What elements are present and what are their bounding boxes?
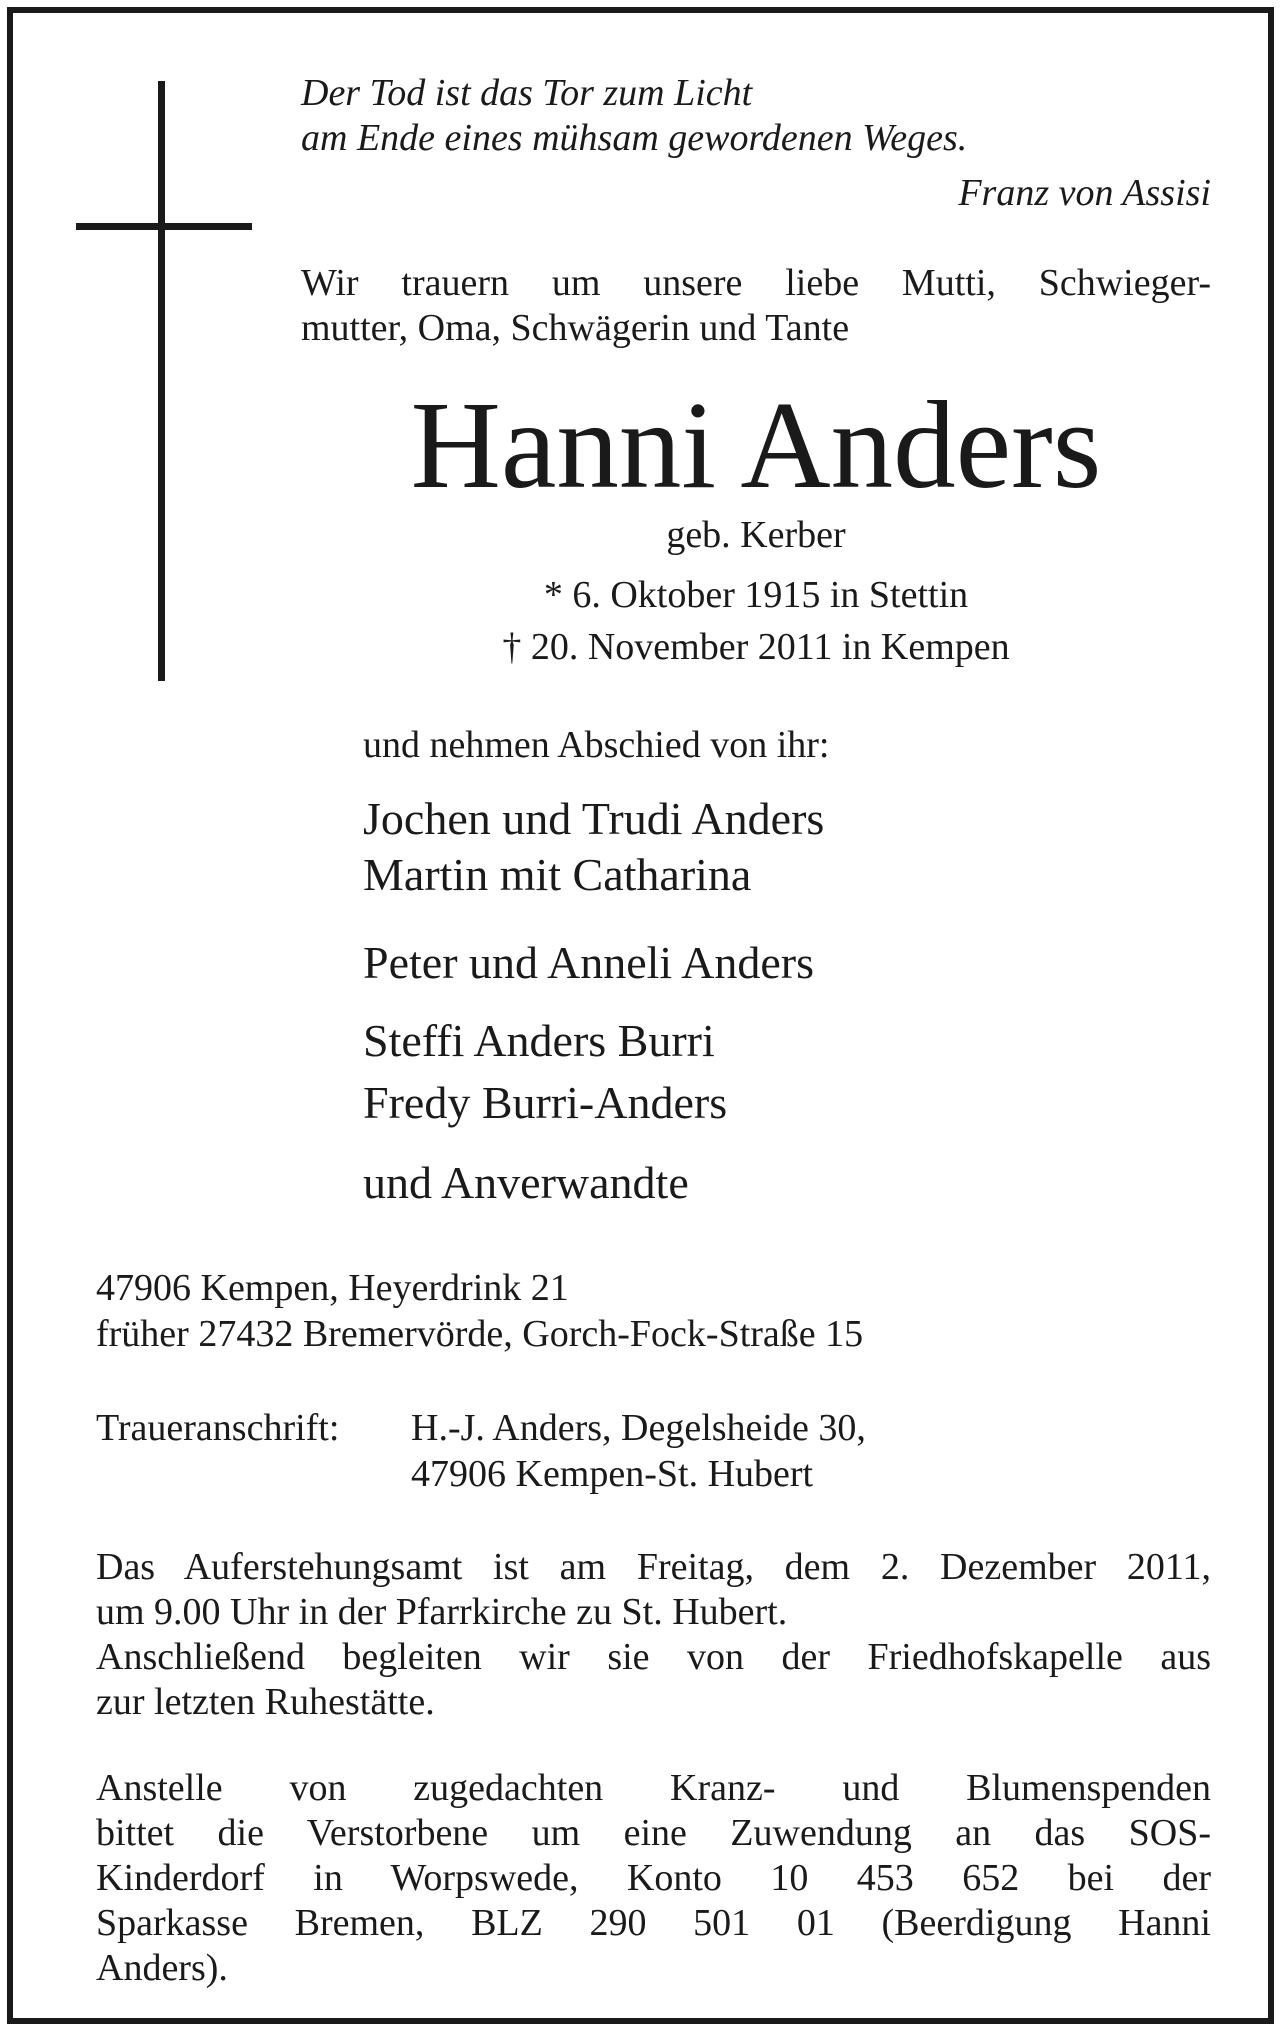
donation-line-2: bittet die Verstorbene um eine Zuwendung an das SOS-	[96, 1812, 1211, 1854]
service-info	[96, 1545, 1211, 1725]
mourner-1: Jochen und Trudi Anders	[363, 793, 825, 844]
mourning-address-line-2: 47906 Kempen-St. Hubert	[411, 1453, 814, 1495]
donation-info	[96, 1766, 1211, 1991]
obituary-notice	[7, 7, 1274, 2024]
donation-line-3: Kinderdorf in Worpswede, Konto 10 453 652 bei der	[96, 1857, 1211, 1899]
quote-line-2: am Ende eines mühsam gewordenen Weges.	[301, 117, 968, 159]
service-line-4: zur letzten Ruhestätte.	[96, 1681, 435, 1723]
address-line-2: früher 27432 Bremervörde, Gorch-Fock-Straße 15	[96, 1313, 864, 1355]
mourning-address-line-1: H.-J. Anders, Degelsheide 30,	[411, 1407, 866, 1449]
death-date: † 20. November 2011 in Kempen	[502, 626, 1010, 668]
quote	[301, 71, 1211, 161]
birth-name: geb. Kerber	[666, 514, 846, 556]
donation-line-4: Sparkasse Bremen, BLZ 290 501 01 (Beerdigung Hanni	[96, 1902, 1211, 1944]
mourner-5: Fredy Burri-Anders	[363, 1077, 728, 1128]
service-line-1: Das Auferstehungsamt ist am Freitag, dem 2. Dezember 2011,	[96, 1546, 1211, 1588]
deceased-name: Hanni Anders	[410, 377, 1102, 515]
donation-line-1: Anstelle von zugedachten Kranz- und Blumenspenden	[96, 1767, 1211, 1809]
intro-line-2: mutter, Oma, Schwägerin und Tante	[301, 307, 850, 349]
intro-text	[301, 261, 1211, 351]
farewell-text: und nehmen Abschied von ihr:	[363, 724, 830, 766]
service-line-3: Anschließend begleiten wir sie von der Friedhofskapelle aus	[96, 1636, 1211, 1678]
donation-line-5: Anders).	[96, 1947, 228, 1989]
mourner-2: Martin mit Catharina	[363, 849, 752, 900]
cross-icon	[158, 81, 165, 681]
quote-author: Franz von Assisi	[958, 172, 1211, 214]
mourning-address-label: Traueranschrift:	[96, 1407, 340, 1449]
cross-icon-bar	[76, 223, 252, 230]
service-line-2: um 9.00 Uhr in der Pfarrkirche zu St. Hubert.	[96, 1591, 788, 1633]
mourner-4: Steffi Anders Burri	[363, 1015, 715, 1066]
intro-line-1: Wir trauern um unsere liebe Mutti, Schwieger-	[301, 262, 1211, 304]
quote-line-1: Der Tod ist das Tor zum Licht	[301, 72, 753, 114]
mourner-6: und Anverwandte	[363, 1157, 689, 1208]
mourner-3: Peter und Anneli Anders	[363, 937, 814, 988]
address-line-1: 47906 Kempen, Heyerdrink 21	[96, 1267, 569, 1309]
birth-date: * 6. Oktober 1915 in Stettin	[543, 574, 969, 616]
